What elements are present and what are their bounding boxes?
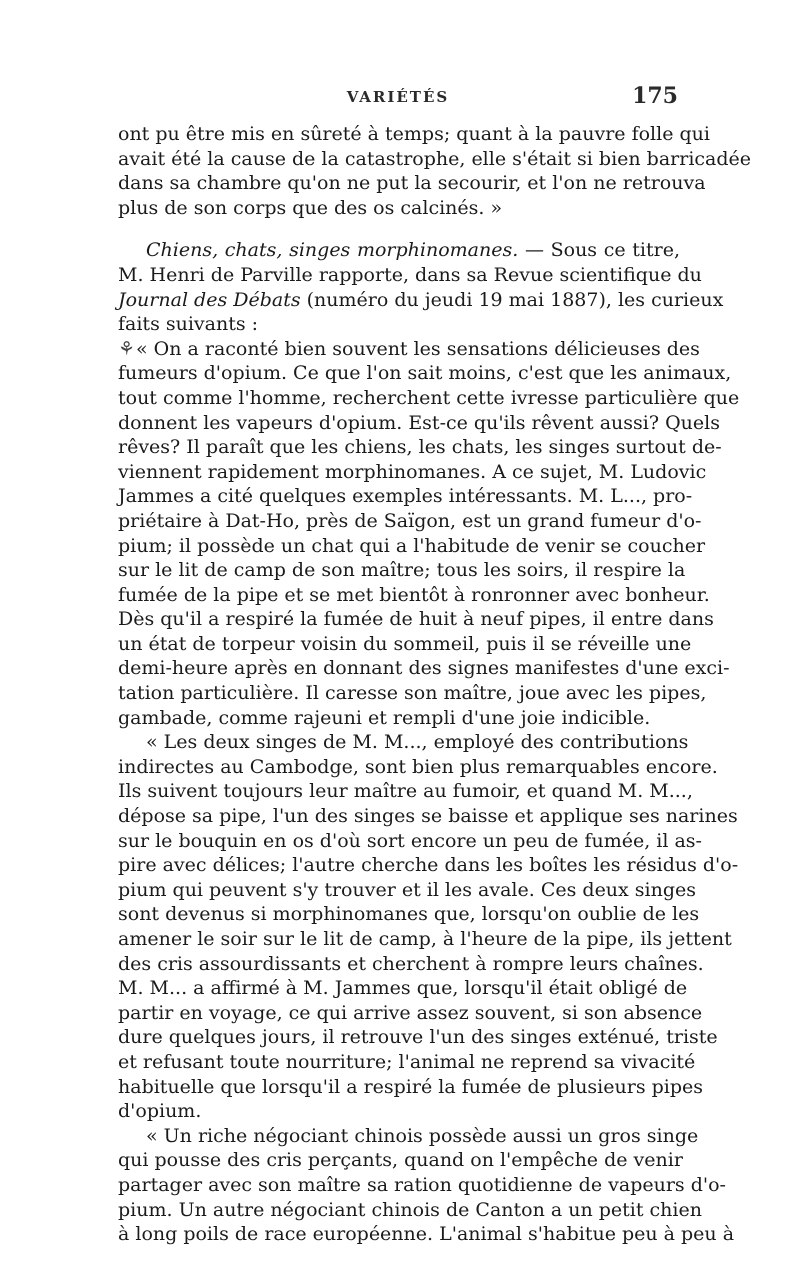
text-line: ont pu être mis en sûreté à temps; quant à la pauvre folle qui [118,123,710,145]
text-line: indirectes au Cambodge, sont bien plus remarquables encore. [118,755,718,778]
text-line: pium qui peuvent s'y trouver et il les avale. Ces deux singes [118,878,697,901]
text-line: rêves? Il paraît que les chiens, les chats, les singes surtout de- [118,436,722,459]
text-line: tout comme l'homme, recherchent cette ivresse particulière que [118,386,740,409]
text-line: Jammes a cité quelques exemples intéressants. M. L..., pro- [118,485,693,508]
section-title: VARIÉTÉS [346,88,450,106]
text-line: fumée de la pipe et se met bientôt à ronronner avec bonheur. [118,583,710,606]
text-line: partager avec son maître sa ration quotidienne de vapeurs d'o- [118,1173,726,1196]
text-line: habituelle que lorsqu'il a respiré la fumée de plusieurs pipes [118,1075,704,1098]
margin-mark-icon: ⚘ [118,337,136,360]
text-line-content: « On a raconté bien souvent les sensations délicieuses des [136,337,700,360]
text-line: dépose sa pipe, l'un des singes se baisse et applique ses narines [118,805,738,828]
text-line: pium; il possède un chat qui a l'habitude de venir se coucher [118,534,706,557]
text-line [118,288,724,313]
page-number: 175 [632,83,678,109]
text-line: dans sa chambre qu'on ne put la secourir, et l'on ne retrouva [118,172,706,195]
text-line: sur le lit de camp de son maître; tous les soirs, il respire la [118,559,686,582]
text-line: amener le soir sur le lit de camp, à l'heure de la pipe, ils jettent [118,928,732,950]
text-line: faits suivants : [118,313,259,336]
text-line: sont devenus si morphinomanes que, lorsqu'on oublie de les [118,903,700,926]
text-line: d'opium. [118,1100,202,1123]
text-line: des cris assourdissants et cherchent à rompre leurs chaînes. [118,952,704,975]
text-line: à long poils de race européenne. L'animal s'habitue peu à peu à [118,1223,735,1246]
text-line: demi-heure après en donnant des signes manifestes d'une exci- [118,657,730,680]
heading-continuation: — Sous ce titre, [518,239,680,262]
text-line: « Les deux singes de M. M..., employé des contributions [146,731,689,754]
text-line: pire avec délices; l'autre cherche dans les boîtes les résidus d'o- [118,854,739,877]
section-heading: Chiens, chats, singes morphinomanes. [146,239,519,262]
running-header [118,83,678,112]
text-line: plus de son corps que des os calcinés. » [118,196,503,219]
text-line: Ils suivent toujours leur maître au fumoir, et quand M. M..., [118,780,693,803]
paragraph-gap [118,220,680,238]
text-line: M. Henri de Parville rapporte, dans sa Revue scientifique du [118,263,702,286]
text-line: priétaire à Dat-Ho, près de Saïgon, est un grand fumeur d'o- [118,509,702,532]
text-line: partir en voyage, ce qui arrive assez souvent, si son absence [118,1001,703,1024]
text-line [118,238,680,263]
text-line: sur le bouquin en os d'où sort encore un peu de fumée, il as- [118,829,702,852]
text-line: et refusant toute nourriture; l'animal ne reprend sa vivacité [118,1050,696,1073]
text-line [118,337,700,362]
text-line: « Un riche négociant chinois possède aussi un gros singe [146,1124,699,1147]
text-line: viennent rapidement morphinomanes. A ce sujet, M. Ludovic [118,460,707,483]
text-line: qui pousse des cris perçants, quand on l'empêche de venir [118,1149,683,1172]
text-line: dure quelques jours, il retrouve l'un des singes exténué, triste [118,1026,718,1049]
text-line: un état de torpeur voisin du sommeil, puis il se réveille une [118,632,692,655]
text-line: pium. Un autre négociant chinois de Canton a un petit chien [118,1198,702,1221]
text-line: donnent les vapeurs d'opium. Est-ce qu'ils rêvent aussi? Quels [118,411,720,434]
journal-citation: (numéro du jeudi 19 mai 1887), les curieux [300,288,724,311]
body-text [118,122,752,1247]
text-line: tation particulière. Il caresse son maître, joue avec les pipes, [118,682,707,705]
journal-title: Journal des Débats [118,288,301,311]
text-line: fumeurs d'opium. Ce que l'on sait moins, c'est que les animaux, [118,362,732,385]
text-line: gambade, comme rajeuni et rempli d'une joie indicible. [118,706,651,729]
text-line: avait été la cause de la catastrophe, elle s'était si bien barricadée [118,147,752,170]
text-line: M. M... a affirmé à M. Jammes que, lorsqu'il était obligé de [118,977,688,1000]
text-line: Dès qu'il a respiré la fumée de huit à neuf pipes, il entre dans [118,608,714,631]
